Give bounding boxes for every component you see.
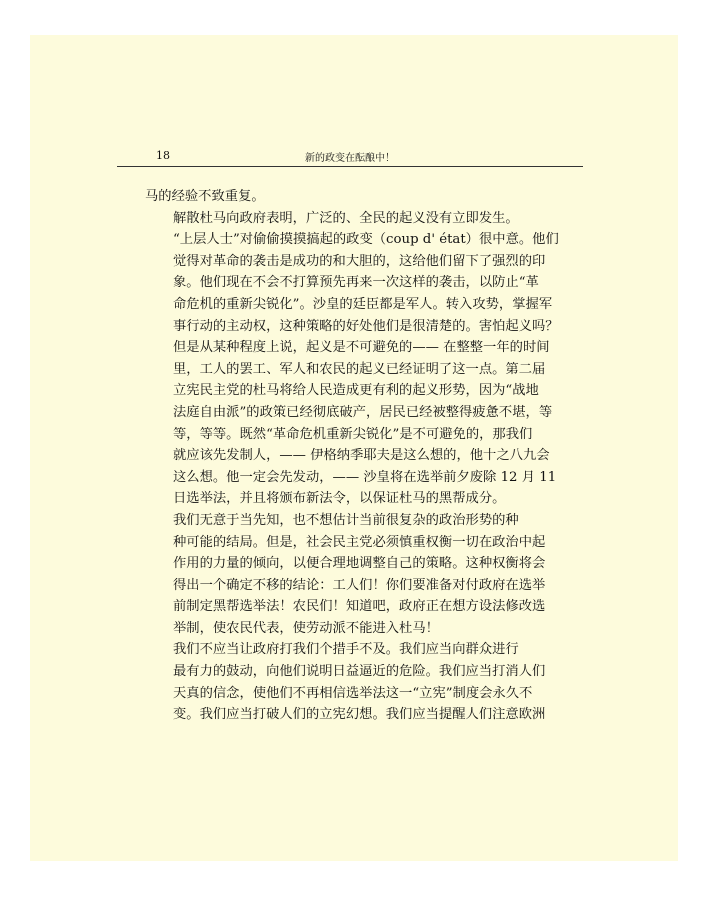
text-line: 作用的力量的倾向，以便合理地调整自己的策略。这种权衡将会 <box>173 556 546 572</box>
text-line: 解散杜马向政府表明，广泛的、全民的起义没有立即发生。 <box>173 210 519 226</box>
text-line: 马的经验不致重复。 <box>145 189 265 204</box>
body-text <box>145 186 575 726</box>
text-line: 事行动的主动权，这种策略的好处他们是很清楚的。害怕起义吗？ <box>173 318 559 334</box>
text-line: 觉得对革命的袭击是成功的和大胆的，这给他们留下了强烈的印 <box>173 253 546 269</box>
paragraph-continued <box>145 186 575 208</box>
text-line: 我们不应当让政府打我们个措手不及。我们应当向群众进行 <box>173 642 519 658</box>
text-line: 种可能的结局。但是，社会民主党必须慎重权衡一切在政治中起 <box>173 534 546 550</box>
text-line: 命危机的重新尖锐化”。沙皇的廷臣都是军人。转入攻势，掌握军 <box>173 296 553 312</box>
text-line: 我们无意于当先知，也不想估计当前很复杂的政治形势的种 <box>173 512 519 528</box>
running-header <box>117 146 583 167</box>
text-line: 变。我们应当打破人们的立宪幻想。我们应当提醒人们注意欧洲 <box>173 707 546 723</box>
running-title: 新的政变在酝酿中！ <box>305 153 395 164</box>
text-line: 最有力的鼓动，向他们说明日益逼近的危险。我们应当打消人们 <box>173 664 546 680</box>
text-line: 举制，使农民代表，使劳动派不能进入杜马！ <box>173 620 439 636</box>
text-line: 就应该先发制人，—— 伊格纳季耶夫是这么想的，他十之八九会 <box>173 448 550 464</box>
text-line: 得出一个确定不移的结论：工人们！你们要准备对付政府在选举 <box>173 577 546 593</box>
text-line: 里，工人的罢工、军人和农民的起义已经证明了这一点。第二届 <box>173 361 546 377</box>
text-line: 日选举法，并且将颁布新法令，以保证杜马的黑帮成分。 <box>173 491 506 507</box>
text-line: 但是从某种程度上说，起义是不可避免的—— 在整整一年的时间 <box>173 340 550 356</box>
paragraph-2 <box>145 510 575 640</box>
text-line: 法庭自由派”的政策已经彻底破产，居民已经被整得疲惫不堪，等 <box>173 404 553 420</box>
text-line: 立宪民主党的杜马将给人民造成更有利的起义形势，因为“战地 <box>173 383 539 399</box>
text-line: 天真的信念，使他们不再相信选举法这一“立宪”制度会永久不 <box>173 685 533 701</box>
text-line: 象。他们现在不会不打算预先再来一次这样的袭击，以防止“革 <box>173 275 539 291</box>
page-number: 18 <box>156 149 170 162</box>
text-line: 等，等等。既然“革命危机重新尖锐化”是不可避免的，那我们 <box>173 426 533 442</box>
paragraph-1 <box>145 208 575 510</box>
text-line: 前制定黑帮选举法！农民们！知道吧，政府正在想方设法修改选 <box>173 599 546 615</box>
text-line: 这么想。他一定会先发动，—— 沙皇将在选举前夕废除 12 月 11 <box>173 469 557 485</box>
paragraph-3 <box>145 639 575 725</box>
text-line: “上层人士”对偷偷摸摸搞起的政变（coup d' état）很中意。他们 <box>173 232 559 248</box>
